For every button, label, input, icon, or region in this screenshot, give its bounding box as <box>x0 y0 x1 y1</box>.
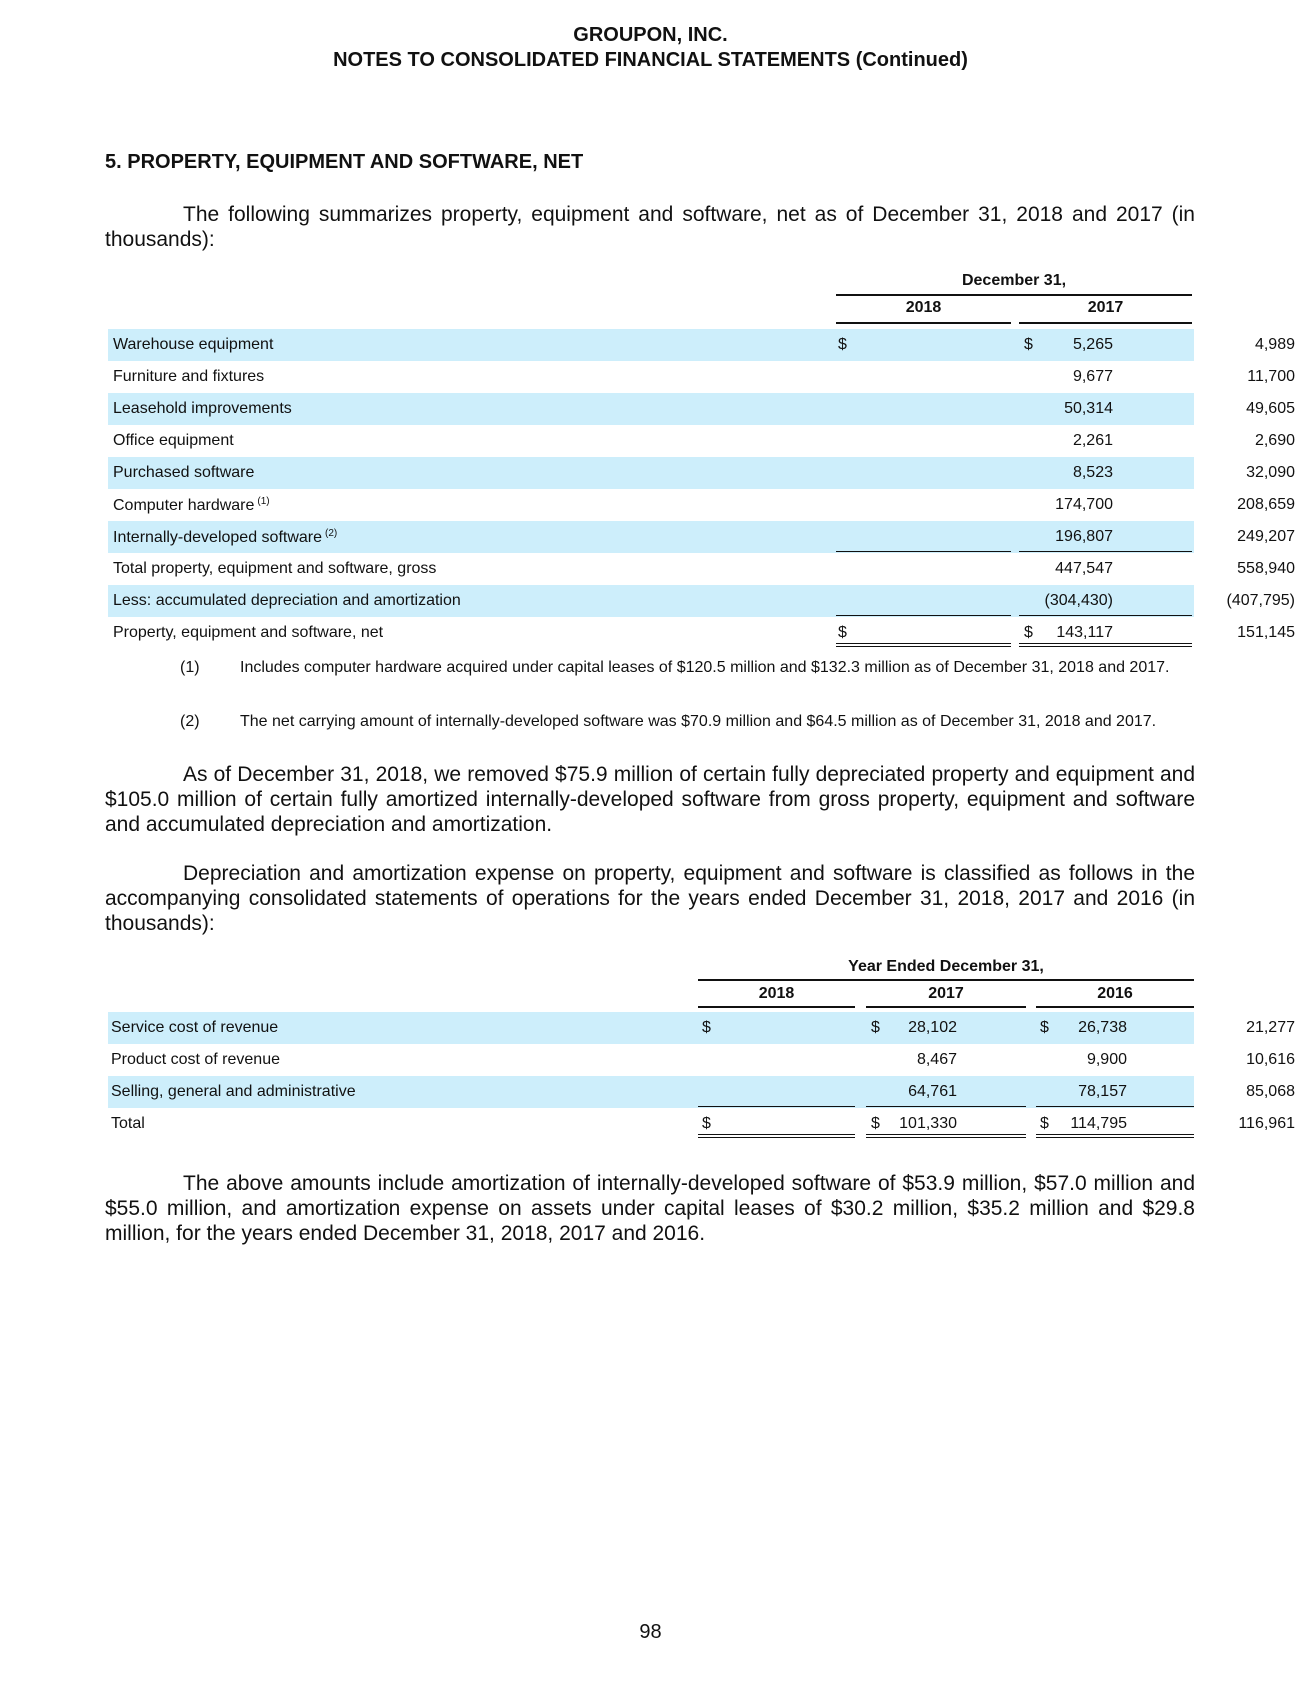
row-label-text: Internally-developed software <box>113 529 323 546</box>
value-2016: 10,616 <box>1246 1051 1295 1068</box>
value-2018: 50,314 <box>1064 400 1113 417</box>
amortization-paragraph <box>105 1171 1195 1246</box>
footnote-mark: (2) <box>180 713 200 730</box>
value-2018: (304,430) <box>1044 592 1113 609</box>
value-2017: 78,157 <box>1078 1083 1127 1100</box>
subtotal-rule <box>1036 1106 1194 1107</box>
row-label: Service cost of revenue <box>111 1019 279 1036</box>
value-2018: 9,677 <box>1072 368 1113 385</box>
value-2018: 64,761 <box>908 1083 957 1100</box>
page-number: 98 <box>639 1621 662 1643</box>
value-2017: 151,145 <box>1237 624 1295 641</box>
table1-caption: December 31, <box>961 272 1067 289</box>
footnote-text: Includes computer hardware acquired under capital leases of $120.5 million and $132.3 million as of December 31, 2018 and 2017. <box>240 659 1170 676</box>
total-double-rule <box>1019 643 1192 647</box>
amortization-paragraph-text: The above amounts include amortization of internally-developed software of $53.9 million, $57.0 million and $55.0 million, and amortization expense on assets under capital leases of $30.2 million, $35.2 million and $29.8 million, for the years ended December 31, 2018, 2017 and 2016. <box>105 1172 1195 1245</box>
removal-paragraph-text: As of December 31, 2018, we removed $75.9 million of certain fully depreciated property and equipment and $105.0 million of certain fully amortized internally-developed software from gross property, equipment and software and accumulated depreciation and amortization. <box>105 763 1195 836</box>
value-2018: 8,523 <box>1072 464 1113 481</box>
subtotal-rule <box>698 1106 855 1107</box>
removal-paragraph <box>105 762 1195 837</box>
value-2017: 4,989 <box>1254 336 1295 353</box>
total-double-rule <box>1036 1134 1194 1138</box>
total-double-rule <box>866 1134 1026 1138</box>
table-row <box>108 329 1295 361</box>
table-row <box>108 361 1295 393</box>
row-label: Total <box>111 1115 145 1132</box>
currency-symbol: $ <box>702 1115 711 1132</box>
row-label: Property, equipment and software, net <box>113 624 384 641</box>
subtotal-rule <box>1019 551 1192 552</box>
table-row <box>108 521 1295 553</box>
table1-year-rule <box>1019 322 1192 324</box>
row-label: Office equipment <box>113 432 234 449</box>
currency-symbol: $ <box>871 1115 880 1132</box>
value-2017: 558,940 <box>1237 560 1295 577</box>
value-2017: (407,795) <box>1226 592 1295 609</box>
row-label <box>113 528 337 547</box>
value-2018: 447,547 <box>1055 560 1113 577</box>
table2-year-rule <box>1036 1006 1194 1008</box>
value-2017: 2,690 <box>1254 432 1295 449</box>
value-2018: 101,330 <box>899 1115 957 1132</box>
classification-paragraph <box>105 861 1195 936</box>
table1-year-rule <box>836 322 1011 324</box>
value-2016: 85,068 <box>1246 1083 1295 1100</box>
table-row <box>108 1108 1295 1140</box>
value-2016: 21,277 <box>1246 1019 1295 1036</box>
value-2017: 208,659 <box>1237 496 1295 513</box>
statement-subtitle: NOTES TO CONSOLIDATED FINANCIAL STATEMENTS (Continued) <box>333 49 968 71</box>
table-row <box>108 1076 1295 1108</box>
value-2018: 5,265 <box>1072 336 1113 353</box>
table2-year-header: 2017 <box>928 985 964 1002</box>
total-double-rule <box>836 643 1011 647</box>
currency-symbol: $ <box>702 1019 711 1036</box>
value-2017: 249,207 <box>1237 528 1295 545</box>
row-label <box>113 496 270 515</box>
table2-year-rule <box>698 1006 855 1008</box>
table-row <box>108 425 1295 457</box>
currency-symbol: $ <box>1040 1019 1049 1036</box>
value-2018: 143,117 <box>1056 624 1113 641</box>
intro-paragraph-text: The following summarizes property, equipment and software, net as of December 31, 2018 and 2017 (in thousands): <box>105 203 1195 251</box>
table-row <box>108 1044 1295 1076</box>
footnote-text: The net carrying amount of internally-developed software was $70.9 million and $64.5 million as of December 31, 2018 and 2017. <box>240 713 1157 730</box>
table2-year-header: 2016 <box>1097 985 1133 1002</box>
currency-symbol: $ <box>838 336 847 353</box>
row-label: Warehouse equipment <box>113 336 274 353</box>
row-label: Furniture and fixtures <box>113 368 265 385</box>
value-2017: 114,795 <box>1070 1115 1127 1132</box>
currency-symbol: $ <box>838 624 847 641</box>
table2-year-header: 2018 <box>758 985 795 1002</box>
subtotal-rule <box>836 615 1011 616</box>
subtotal-rule <box>1019 615 1192 616</box>
table1-year-header: 2018 <box>905 299 942 316</box>
subtotal-rule <box>836 551 1011 552</box>
row-label: Product cost of revenue <box>111 1051 280 1068</box>
table-row <box>108 457 1295 489</box>
value-2018: 174,700 <box>1055 496 1113 513</box>
footnote-ref: (2) <box>325 528 338 539</box>
table2-year-rule <box>866 1006 1026 1008</box>
table-row <box>108 489 1295 521</box>
table1-year-header: 2017 <box>1087 299 1124 316</box>
table-row <box>108 393 1295 425</box>
value-2017: 32,090 <box>1246 464 1295 481</box>
value-2018: 8,467 <box>916 1051 957 1068</box>
value-2017: 9,900 <box>1086 1051 1127 1068</box>
currency-symbol: $ <box>1040 1115 1049 1132</box>
row-label: Selling, general and administrative <box>111 1083 356 1100</box>
table2-caption-rule <box>698 979 1194 981</box>
currency-symbol: $ <box>1024 624 1033 641</box>
subtotal-rule <box>866 1106 1026 1107</box>
row-label: Purchased software <box>113 464 255 481</box>
value-2018: 196,807 <box>1055 528 1113 545</box>
table-row <box>108 553 1295 585</box>
table-row <box>108 1012 1295 1044</box>
row-label: Less: accumulated depreciation and amortization <box>113 592 461 609</box>
classification-paragraph-text: Depreciation and amortization expense on property, equipment and software is classified as follows in the accompanying consolidated statements of operations for the years ended December 31, 2018, 2017 and 2016 (in thousands): <box>105 862 1195 935</box>
company-header: GROUPON, INC. <box>573 24 728 46</box>
currency-symbol: $ <box>871 1019 880 1036</box>
table-row <box>108 585 1295 617</box>
table1-caption-rule <box>836 294 1192 296</box>
value-2017: 26,738 <box>1078 1019 1127 1036</box>
row-label: Total property, equipment and software, gross <box>113 560 437 577</box>
total-double-rule <box>698 1134 855 1138</box>
currency-symbol: $ <box>1024 336 1033 353</box>
value-2017: 49,605 <box>1246 400 1295 417</box>
footnote-ref: (1) <box>257 496 270 507</box>
footnote-mark: (1) <box>180 659 200 676</box>
value-2016: 116,961 <box>1238 1115 1295 1132</box>
intro-paragraph <box>105 202 1195 252</box>
value-2017: 11,700 <box>1247 368 1295 385</box>
value-2018: 28,102 <box>908 1019 957 1036</box>
section-title: 5. PROPERTY, EQUIPMENT AND SOFTWARE, NET <box>105 151 584 173</box>
value-2018: 2,261 <box>1072 432 1113 449</box>
row-label-text: Computer hardware <box>113 497 255 514</box>
row-label: Leasehold improvements <box>113 400 292 417</box>
table2-caption: Year Ended December 31, <box>848 958 1044 975</box>
